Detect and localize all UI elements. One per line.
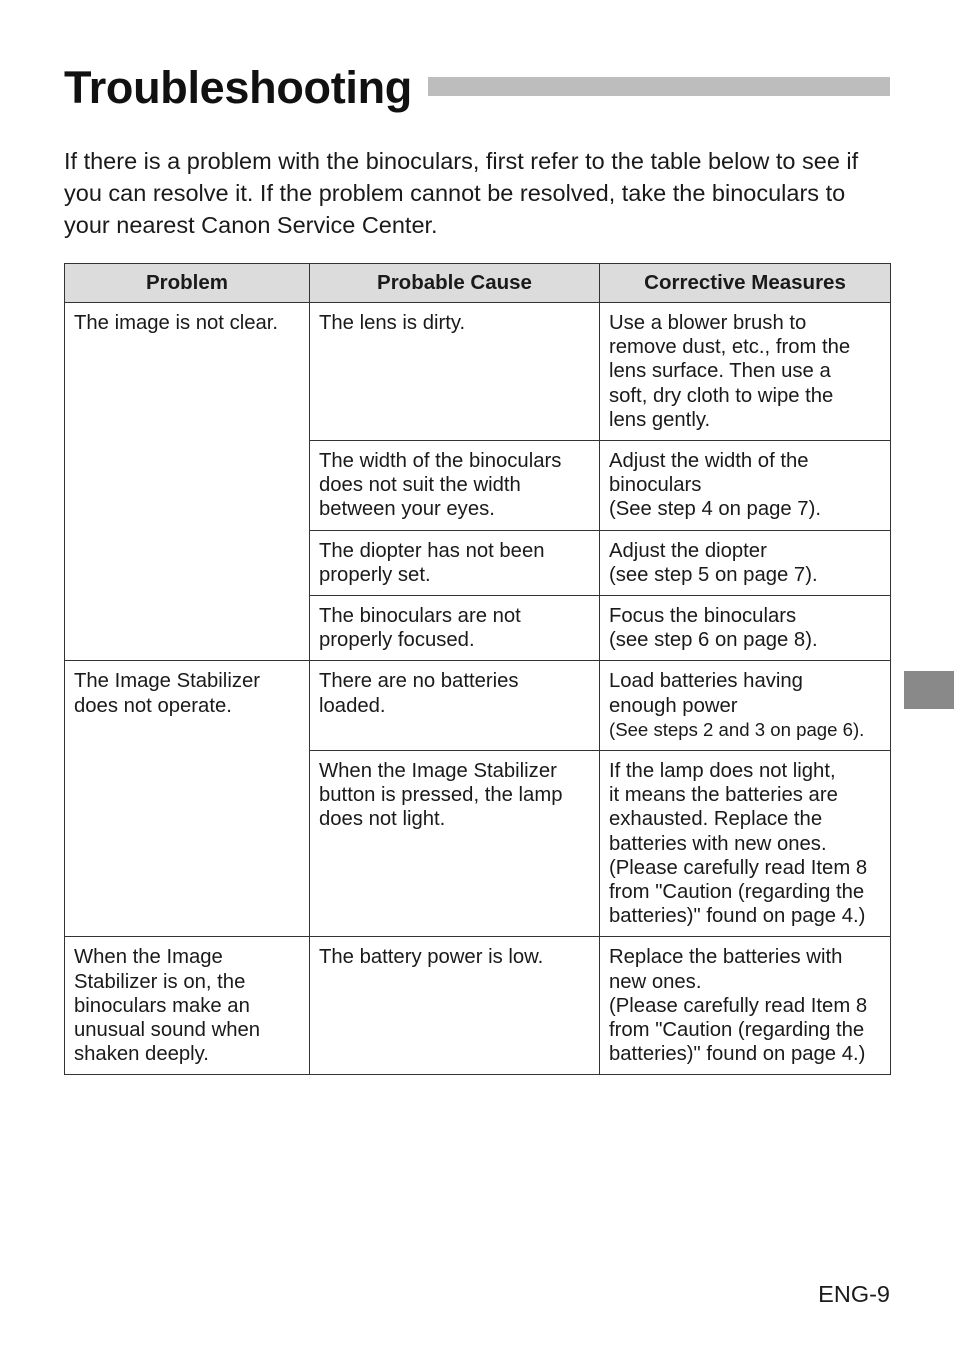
page-number: ENG-9 (818, 1281, 890, 1307)
table-row (65, 303, 891, 441)
measure-cell: Adjust the width of the binoculars (See step 4 on page 7). (600, 441, 891, 531)
intro-paragraph: If there is a problem with the binoculars, first refer to the table below to see if you can resolve it. If the problem cannot be resolved, take the binoculars to your nearest Canon Service Center. (64, 148, 859, 238)
header-corrective-measures: Corrective Measures (600, 264, 891, 303)
table-row (65, 937, 891, 1075)
measure-cell: Adjust the diopter (see step 5 on page 7). (600, 530, 891, 595)
header-problem: Problem (65, 264, 310, 303)
measure-cell: Focus the binoculars (see step 6 on page 8). (600, 596, 891, 661)
section-tab-marker (904, 671, 954, 709)
table-row (65, 661, 891, 751)
problem-cell: When the Image Stabilizer is on, the binoculars make an unusual sound when shaken deeply. (65, 937, 310, 1075)
cause-cell: The diopter has not been properly set. (310, 530, 600, 595)
problem-cell: The Image Stabilizer does not operate. (65, 661, 310, 937)
table-header-row (65, 264, 891, 303)
cause-cell: The battery power is low. (310, 937, 600, 1075)
measure-cell: Replace the batteries with new ones. (Please carefully read Item 8 from "Caution (regarding the batteries)" found on page 4.) (600, 937, 891, 1075)
cause-cell: There are no batteries loaded. (310, 661, 600, 751)
measure-text: Load batteries having enough power (609, 670, 803, 717)
page-title: Troubleshooting (64, 62, 412, 113)
measure-page-ref: (See steps 2 and 3 on page 6). (609, 718, 865, 740)
measure-cell (600, 661, 891, 751)
troubleshooting-table (64, 263, 891, 1075)
cause-cell: The binoculars are not properly focused. (310, 596, 600, 661)
header-probable-cause: Probable Cause (310, 264, 600, 303)
measure-cell: Use a blower brush to remove dust, etc., from the lens surface. Then use a soft, dry cloth to wipe the lens gently. (600, 303, 891, 441)
cause-cell: The width of the binoculars does not suit the width between your eyes. (310, 441, 600, 531)
measure-cell: If the lamp does not light, it means the batteries are exhausted. Replace the batteries with new ones. (Please carefully read Item 8 from "Caution (regarding the batteries)" found on page 4.) (600, 751, 891, 937)
title-rule (428, 77, 890, 96)
cause-cell: The lens is dirty. (310, 303, 600, 441)
problem-cell: The image is not clear. (65, 303, 310, 661)
cause-cell: When the Image Stabilizer button is pressed, the lamp does not light. (310, 751, 600, 937)
